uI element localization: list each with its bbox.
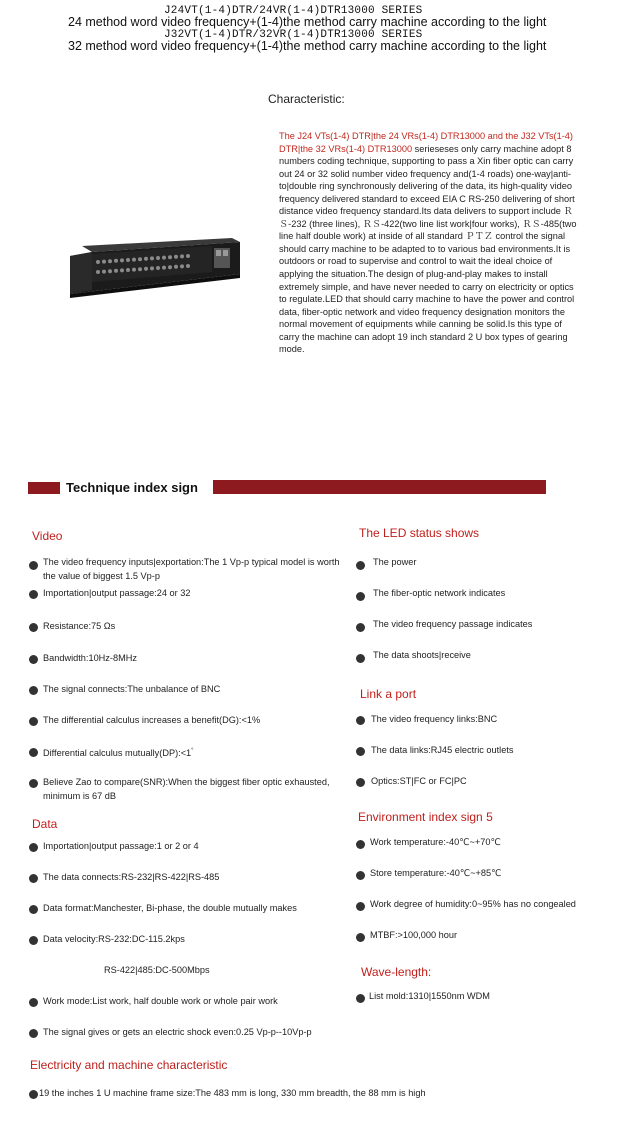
data-item: Importation|output passage:1 or 2 or 4 xyxy=(43,841,199,851)
bullet-icon xyxy=(29,779,38,788)
video-title: Video xyxy=(32,529,63,543)
characteristic-label: Characteristic: xyxy=(268,92,345,106)
data-item: Data format:Manchester, Bi-phase, the double mutually makes xyxy=(43,903,297,913)
led-item: The data shoots|receive xyxy=(373,650,471,660)
bullet-icon xyxy=(356,902,365,911)
data-item: Work mode:List work, half double work or whole pair work xyxy=(43,996,278,1006)
bullet-icon xyxy=(356,778,365,787)
led-item: The power xyxy=(373,557,417,567)
title-24-description: 24 method word video frequency+(1-4)the method carry machine according to the light xyxy=(68,15,547,29)
bullet-icon xyxy=(29,1090,38,1099)
wavelength-item: List mold:1310|1550nm WDM xyxy=(369,991,490,1001)
environment-title: Environment index sign 5 xyxy=(358,810,493,824)
characteristic-highlight: The J24 VTs(1-4) DTR|the 24 VRs(1-4) DTR13000 and the J32 VTs(1-4) DTR|the 32 VRs(1-4) DTR13000 xyxy=(279,131,573,154)
video-item: Bandwidth:10Hz-8MHz xyxy=(43,653,137,663)
led-item: The fiber-optic network indicates xyxy=(373,588,506,598)
bullet-icon xyxy=(29,686,38,695)
product-rack-image xyxy=(62,232,242,307)
wavelength-title: Wave-length: xyxy=(361,965,432,979)
bullet-icon xyxy=(29,748,38,757)
bullet-icon xyxy=(356,871,365,880)
bullet-icon xyxy=(29,843,38,852)
title-32-description: 32 method word video frequency+(1-4)the method carry machine according to the light xyxy=(68,39,547,53)
bullet-icon xyxy=(29,936,38,945)
bullet-icon xyxy=(356,654,365,663)
bullet-icon xyxy=(29,717,38,726)
video-item: Importation|output passage:24 or 32 xyxy=(43,588,191,598)
data-title: Data xyxy=(32,817,58,831)
bullet-icon xyxy=(29,623,38,632)
environment-item: Work degree of humidity:0~95% has no congealed xyxy=(370,899,576,909)
environment-item: MTBF:>100,000 hour xyxy=(370,930,458,940)
bullet-icon xyxy=(29,1029,38,1038)
bullet-icon xyxy=(356,623,365,632)
video-item: Believe Zao to compare(SNR):When the biggest fiber optic exhausted, minimum is 67 dB xyxy=(43,777,330,801)
data-item: The data connects:RS-232|RS-422|RS-485 xyxy=(43,872,220,882)
bullet-icon xyxy=(29,655,38,664)
led-item: The video frequency passage indicates xyxy=(373,619,533,629)
section-bar-right xyxy=(213,480,546,494)
bullet-icon xyxy=(29,590,38,599)
environment-item: Work temperature:-40℃~+70℃ xyxy=(370,837,501,847)
bullet-icon xyxy=(29,905,38,914)
port-item: The video frequency links:BNC xyxy=(371,714,498,724)
bullet-icon xyxy=(356,933,365,942)
port-title: Link a port xyxy=(360,687,417,701)
bullet-icon xyxy=(29,561,38,570)
data-item: The signal gives or gets an electric shock even:0.25 Vp-p--10Vp-p xyxy=(43,1027,312,1037)
data-item: Data velocity:RS-232:DC-115.2kps xyxy=(43,934,185,944)
characteristic-body: serieseses only carry machine adopt 8 numbers coding technique, supporting to pass a Xin fiber optic can carry out 24 or 32 solid number video frequency and(1-4 roads) one-way|anti- to|double ring synchronously delivering of the data, its high-quality video frequency delivered standard to exceed EIA C RS-250 delivering of short distance video frequency standard.Its data delivers to support include ＲＳ-232 (three lines), ＲＳ-422(two line list work|four works), ＲＳ-485(two line half double work) at inside of all standard ＰＴＺ control the signal should carry machine to be adapted to to various bad environments.It is outdoors or road to supervise and control to wait the ideal choice of applying the situation.The design of plug-and-play makes to install extremely simple, and have never needed to carry on electricity or optics to regulate.LED that should carry machine to have the power and control data, fiber-optic network and video frequency designation monitors the normal movement of equipments while canning be solid.Is this type of carry the machine can adopt 19 inch standard 2 U box types of gearing mode. xyxy=(279,143,577,355)
series-title-32: J32VT(1-4)DTR/32VR(1-4)DTR13000 SERIES xyxy=(164,29,423,41)
bullet-icon xyxy=(356,840,365,849)
bullet-icon xyxy=(356,561,365,570)
bullet-icon xyxy=(356,747,365,756)
electricity-title: Electricity and machine characteristic xyxy=(30,1058,228,1072)
video-item: The video frequency inputs|exportation:The 1 Vp-p typical model is worth the value of biggest 1.5 Vp-p xyxy=(43,557,340,581)
series-title-24: J24VT(1-4)DTR/24VR(1-4)DTR13000 SERIES xyxy=(164,5,423,17)
video-item: Differential calculus mutually(DP):<1° xyxy=(43,748,194,759)
port-item: Optics:ST|FC or FC|PC xyxy=(371,776,467,786)
environment-item: Store temperature:-40℃~+85℃ xyxy=(370,868,502,878)
characteristic-paragraph xyxy=(279,130,581,356)
technique-heading: Technique index sign xyxy=(66,480,198,495)
electricity-item: 19 the inches 1 U machine frame size:The 483 mm is long, 330 mm breadth, the 88 mm is high xyxy=(39,1088,426,1098)
video-item: The differential calculus increases a benefit(DG):<1% xyxy=(43,715,261,725)
bullet-icon xyxy=(356,592,365,601)
video-item: Resistance:75 Ωs xyxy=(43,621,116,631)
led-title: The LED status shows xyxy=(359,526,480,540)
port-item: The data links:RJ45 electric outlets xyxy=(371,745,514,755)
data-item-continuation: RS-422|485:DC-500Mbps xyxy=(104,965,210,975)
bullet-icon xyxy=(356,716,365,725)
section-bar-left xyxy=(28,482,60,494)
bullet-icon xyxy=(29,998,38,1007)
bullet-icon xyxy=(29,874,38,883)
bullet-icon xyxy=(356,994,365,1003)
video-item: The signal connects:The unbalance of BNC xyxy=(43,684,221,694)
